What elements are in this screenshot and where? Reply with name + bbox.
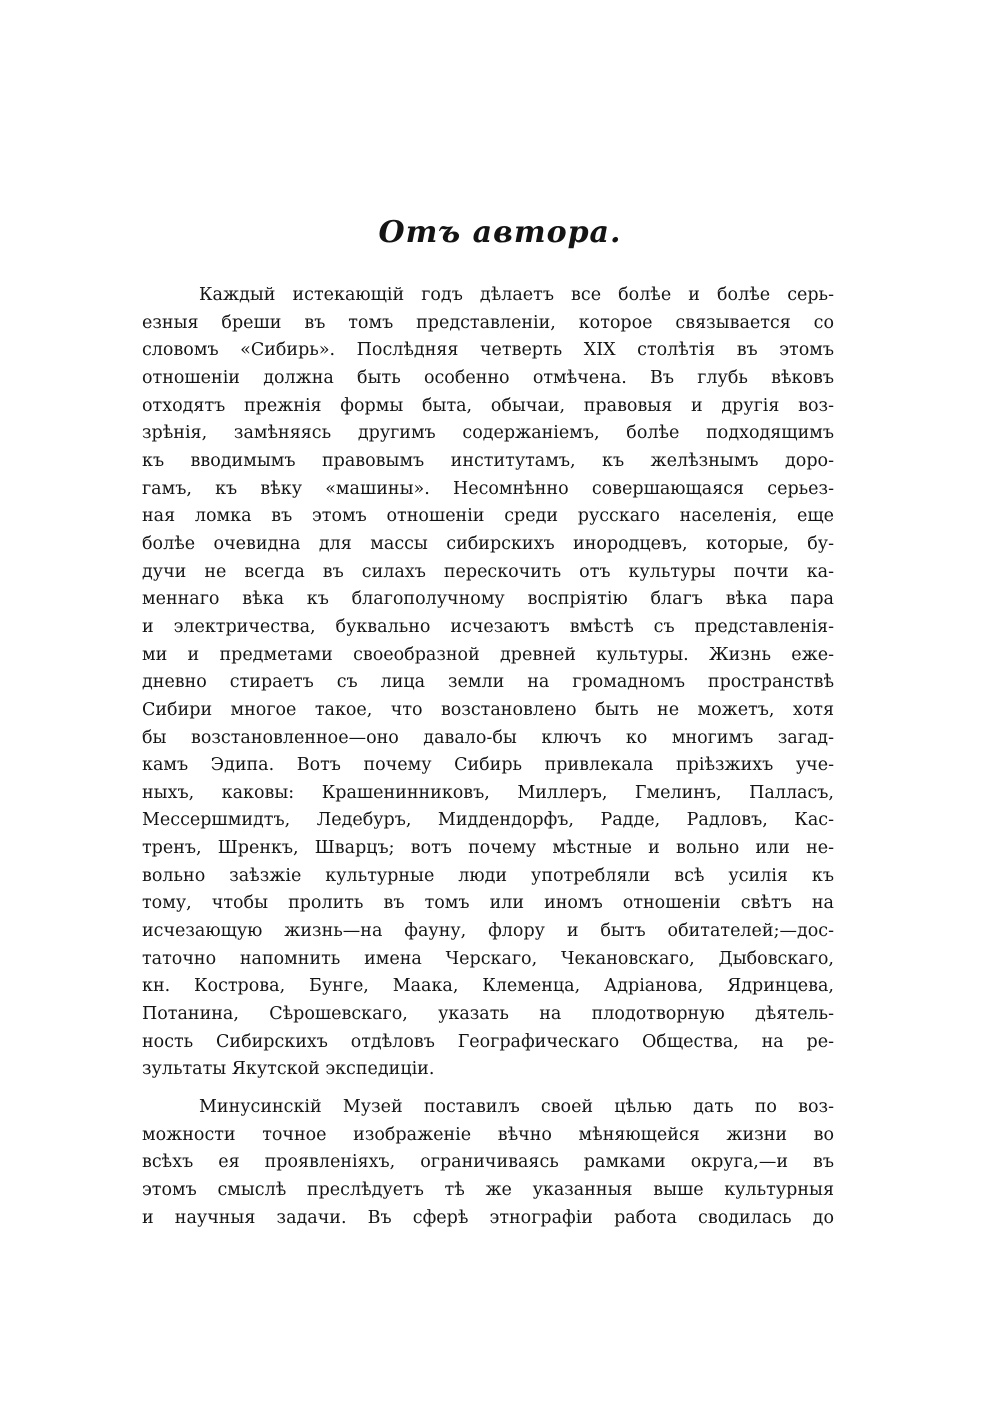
text-line: ность Сибирскихъ отдѣловъ Географическаго Общества, на ре- bbox=[142, 1031, 834, 1052]
text-line: можности точное изображеніе вѣчно мѣняющейся жизни во bbox=[142, 1124, 834, 1145]
paragraph-1 bbox=[142, 282, 834, 1084]
text-line: камъ Эдипа. Вотъ почему Сибирь привлекала пріѣзжихъ уче- bbox=[142, 755, 834, 776]
text-line: Мессершмидтъ, Ледебуръ, Миддендорфъ, Радде, Радловъ, Кас- bbox=[142, 810, 834, 831]
text-line: болѣе очевидна для массы сибирскихъ инородцевъ, которые, бу- bbox=[142, 533, 834, 554]
text-line: зультаты Якутской экспедиціи. bbox=[142, 1059, 435, 1080]
text-line: тренъ, Шренкъ, Шварцъ; вотъ почему мѣстные и вольно или не- bbox=[142, 838, 834, 859]
text-line: всѣхъ ея проявленіяхъ, ограничиваясь рамками округа,—и въ bbox=[142, 1152, 834, 1173]
text-line: Потанина, Сѣрошевскаго, указать на плодотворную дѣятель- bbox=[142, 1004, 834, 1025]
text-line: и научныя задачи. Въ сферѣ этнографіи работа сводилась до bbox=[142, 1207, 834, 1228]
text-line: Каждый истекающій годъ дѣлаетъ все болѣе и болѣе серь- bbox=[199, 285, 834, 305]
text-line: исчезающую жизнь—на фауну, флору и бытъ обитателей;—дос- bbox=[142, 921, 834, 942]
text-line: зрѣнія, замѣняясь другимъ содержаніемъ, болѣе подходящимъ bbox=[142, 423, 834, 444]
text-line: кн. Кострова, Бунге, Маака, Клеменца, Адріанова, Ядринцева, bbox=[142, 976, 834, 997]
text-line: Минусинскій Музей поставилъ своей цѣлью дать по воз- bbox=[199, 1097, 834, 1117]
text-line: меннаго вѣка къ благополучному воспріятію благъ вѣка пара bbox=[142, 589, 834, 610]
text-line: и электричества, буквально исчезаютъ вмѣстѣ съ представленія- bbox=[142, 616, 834, 637]
text-line: езныя бреши въ томъ представленіи, которое связывается со bbox=[142, 312, 834, 333]
text-line: ная ломка въ этомъ отношеніи среди русскаго населенія, еще bbox=[142, 506, 834, 527]
text-line: ми и предметами своеобразной древней культуры. Жизнь еже- bbox=[142, 644, 834, 665]
text-line: отходятъ прежнія формы быта, обычаи, правовыя и другія воз- bbox=[142, 395, 834, 416]
text-line: Сибири многое такое, что возстановлено быть не можетъ, хотя bbox=[142, 699, 834, 720]
text-line: вольно заѣзжіе культурные люди употребляли всѣ усилія къ bbox=[142, 865, 834, 886]
text-line: отношеніи должна быть особенно отмѣчена. Въ глубь вѣковъ bbox=[142, 367, 834, 388]
page-title: Отъ автора. bbox=[378, 215, 622, 250]
text-line: словомъ «Сибирь». Послѣдняя четверть XIX столѣтія въ этомъ bbox=[142, 340, 834, 361]
text-line: ныхъ, каковы: Крашенинниковъ, Миллеръ, Гмелинъ, Палласъ, bbox=[142, 782, 834, 803]
text-line: этомъ смыслѣ преслѣдуетъ тѣ же указанныя выше культурныя bbox=[142, 1179, 834, 1200]
text-line: дневно стираетъ съ лица земли на громадномъ пространствѣ bbox=[142, 672, 834, 693]
text-line: къ вводимымъ правовымъ институтамъ, къ желѣзнымъ доро- bbox=[142, 450, 834, 471]
paragraph-2 bbox=[142, 1094, 834, 1232]
text-line: тому, чтобы пролить въ томъ или иномъ отношеніи свѣтъ на bbox=[142, 893, 834, 914]
text-line: дучи не всегда въ силахъ перескочить отъ культуры почти ка- bbox=[142, 561, 834, 582]
text-line: таточно напомнить имена Черскаго, Чекановскаго, Дыбовскаго, bbox=[142, 948, 834, 969]
text-line: гамъ, къ вѣку «машины». Несомнѣнно совершающаяся серьез- bbox=[142, 478, 834, 499]
text-line: бы возстановленное—оно давало-бы ключъ ко многимъ загад- bbox=[142, 727, 834, 748]
